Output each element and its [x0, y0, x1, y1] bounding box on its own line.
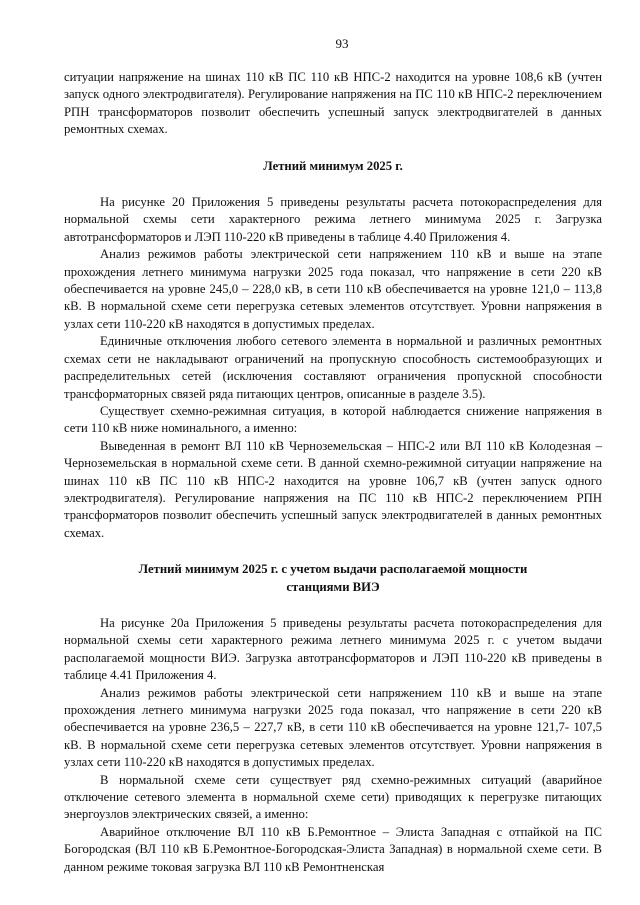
- paragraph: Существует схемно-режимная ситуация, в которой наблюдается снижение напряжения в сети 110 кВ ниже номинального, а именно:: [64, 403, 602, 436]
- section-heading-summer-min: Летний минимум 2025 г.: [263, 158, 403, 173]
- paragraph: На рисунке 20 Приложения 5 приведены результаты расчета потокораспределения для нормальной схемы сети характерного режима летнего минимума 2025 г. Загрузка автотрансформаторов и ЛЭП 110-220 кВ приведены в таблице 4.40 Приложения 4.: [64, 195, 602, 244]
- paragraph: Анализ режимов работы электрической сети напряжением 110 кВ и выше на этапе прохождения летнего минимума нагрузки 2025 года показал, что напряжение в сети 220 кВ обеспечивается на уровне 245,0 – 228,0 кВ, в сети 110 кВ обеспечивается на уровне 121,0 – 113,8 кВ. В нормальной схеме сети перегрузка сетевых элементов отсутствует. Уровни напряжения в узлах сети 110-220 кВ находятся в допустимых пределах.: [64, 247, 602, 331]
- paragraph: Анализ режимов работы электрической сети напряжением 110 кВ и выше на этапе прохождения летнего минимума нагрузки 2025 года показал, что напряжение в сети 220 кВ обеспечивается на уровне 236,5 – 227,7 кВ, в сети 110 кВ обеспечивается на уровне 121,7- 107,5 кВ. В нормальной схеме сети перегрузка сетевых элементов отсутствует. Уровни напряжения в узлах сети 110-220 кВ находятся в допустимых пределах.: [64, 685, 602, 770]
- paragraph: Выведенная в ремонт ВЛ 110 кВ Черноземельская – НПС-2 или ВЛ 110 кВ Колодезная – Черноземельская в нормальной схеме сети. В данной схемно-режимной ситуации напряжение на шинах 110 кВ ПС 110 кВ НПС-2 находится на уровне 106,7 кВ (учтен запуск одного электродвигателя). Регулирование напряжения на ПС 110 кВ НПС-2 переключением РПН трансформаторов позволит обеспечить успешный запуск электродвигателей в данных ремонтных схемах.: [64, 438, 602, 540]
- heading-line: станциями ВИЭ: [286, 579, 380, 594]
- section-heading-summer-min-res: [64, 561, 602, 596]
- paragraph: Аварийное отключение ВЛ 110 кВ Б.Ремонтное – Элиста Западная с отпайкой на ПС Богородская (ВЛ 110 кВ Б.Ремонтное-Богородская-Элиста Западная) в нормальной схеме сети. В данном режиме токовая загрузка ВЛ 110 кВ Ремонтненская: [64, 824, 602, 874]
- heading-line: Летний минимум 2025 г. с учетом выдачи располагаемой мощности: [138, 562, 528, 577]
- paragraph: На рисунке 20а Приложения 5 приведены результаты расчета потокораспределения для нормальной схемы сети характерного режима летнего минимума 2025 г. с учетом выдачи располагаемой мощности ВИЭ. Загрузка автотрансформаторов и ЛЭП 110-220 кВ приведены в таблице 4.41 Приложения 4.: [64, 615, 602, 683]
- intro-paragraph: ситуации напряжение на шинах 110 кВ ПС 110 кВ НПС-2 находится на уровне 108,6 кВ (учтен запуск одного электродвигателя). Регулирование напряжения на ПС 110 кВ НПС-2 переключением РПН трансформаторов позволит обеспечить успешный запуск электродвигателей в данных ремонтных схемах.: [64, 70, 602, 137]
- paragraph: Единичные отключения любого сетевого элемента в нормальной и различных ремонтных схемах сети не накладывают ограничений на пропускную способность системообразующих и распределительных сетей (исключения составляют ограничения пропускной способности трансформаторных связей ряда питающих центров, описанные в разделе 3.5).: [64, 334, 602, 401]
- page-number: 93: [335, 36, 349, 51]
- paragraph: В нормальной схеме сети существует ряд схемно-режимных ситуаций (аварийное отключение сетевого элемента в нормальной схеме сети) приводящих к перегрузке питающих энергоузлов электрических связей, а именно:: [64, 772, 602, 822]
